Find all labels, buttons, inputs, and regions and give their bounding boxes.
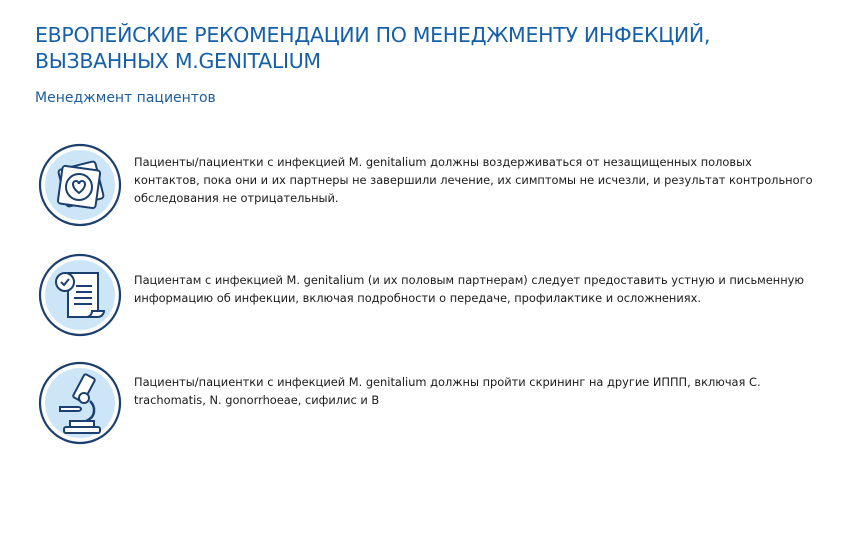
recommendation-text: Пациентам с инфекцией M. genitalium (и их половым партнерам) следует предоставить устную и письменную информацию об инфекции, включая подробности о передаче, профилактике и осложнениях. bbox=[134, 273, 805, 305]
recommendation-item-screening bbox=[38, 361, 838, 451]
recommendation-text: Пациенты/пациентки с инфекцией M. genitalium должны воздерживаться от незащищенных половых контактов, пока они и их партнеры не завершили лечение, их симптомы не исчезли, и результат контрольного обследования не отрицательный. bbox=[134, 155, 813, 205]
hearts-cards-icon bbox=[38, 143, 122, 227]
document-check-icon bbox=[38, 253, 122, 337]
recommendation-item-abstain bbox=[38, 143, 838, 233]
recommendation-text: Пациенты/пациентки с инфекцией M. genitalium должны пройти скрининг на другие ИППП, включая C. trachomatis, N. gonorrhoeae, сифилис и В bbox=[134, 375, 761, 407]
recommendation-item-information bbox=[38, 253, 838, 343]
microscope-icon bbox=[38, 361, 122, 445]
section-subtitle: Менеджмент пациентов bbox=[35, 90, 216, 106]
page-title: ЕВРОПЕЙСКИЕ РЕКОМЕНДАЦИИ ПО МЕНЕДЖМЕНТУ ИНФЕКЦИЙ, ВЫЗВАННЫХ M.GENITALIUM bbox=[35, 23, 711, 73]
